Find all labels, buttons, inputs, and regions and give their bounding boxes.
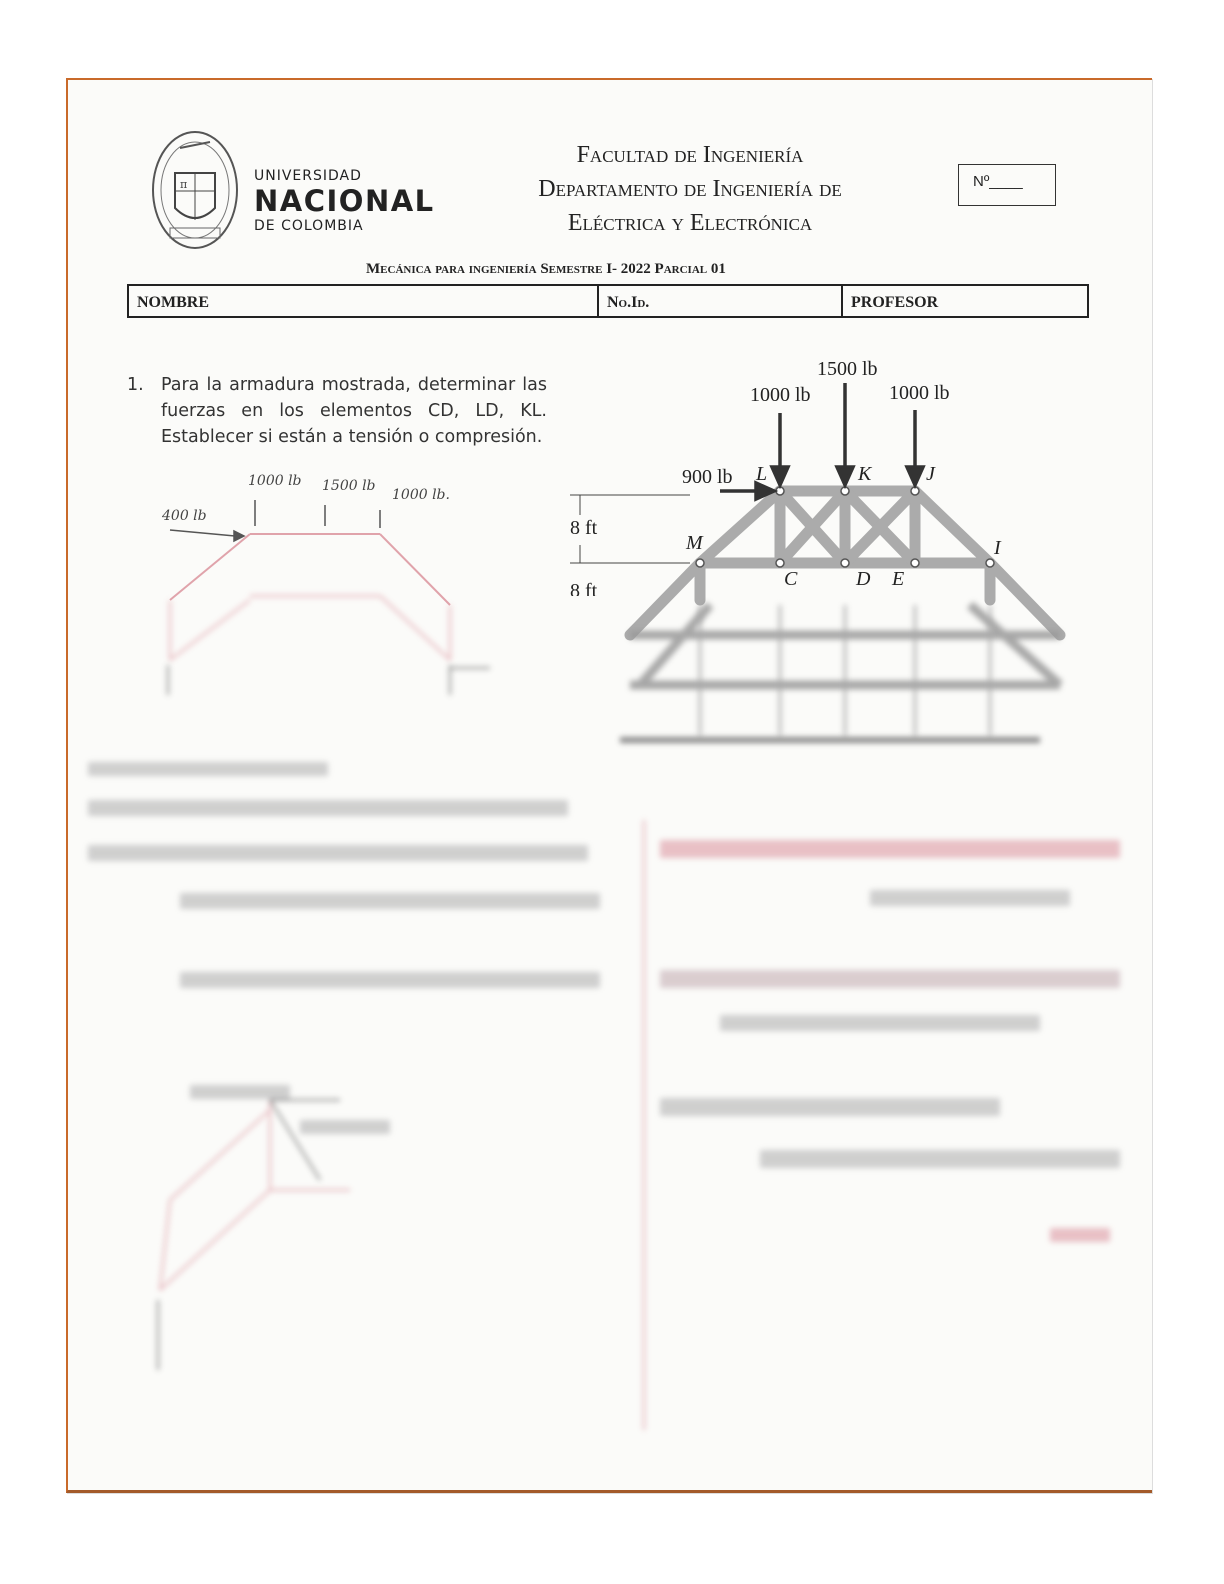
- svg-text:π: π: [180, 178, 188, 191]
- sketch-label-1000b: 1000 lb.: [392, 487, 450, 503]
- node-L-label: L: [756, 463, 768, 485]
- university-line1: UNIVERSIDAD: [254, 168, 362, 184]
- node-E-label: E: [892, 568, 905, 590]
- handwritten-sketch: [150, 490, 510, 750]
- sketch-label-1000a: 1000 lb: [248, 473, 302, 489]
- university-name: [254, 168, 435, 234]
- id-field[interactable]: No.Id.: [599, 286, 843, 316]
- dimension-upper-label: 8 ft: [570, 517, 598, 539]
- load-left-label: 1000 lb: [750, 384, 811, 406]
- question-text: Para la armadura mostrada, determinar las fuerzas en los elementos CD, LD, KL. Establecer si están a tensión o compresión.: [161, 375, 547, 447]
- sketch-label-400: 400 lb: [162, 508, 207, 524]
- professor-field[interactable]: PROFESOR: [851, 294, 939, 311]
- faculty-heading: [470, 138, 910, 240]
- faculty-line2: Departamento de Ingeniería de: [538, 176, 842, 202]
- question-1: [127, 372, 547, 450]
- load-horizontal-label: 900 lb: [682, 466, 733, 488]
- course-title: Mecánica para ingeniería Semestre I- 2022 Parcial 01: [366, 261, 726, 277]
- truss-diagram: [560, 355, 1100, 775]
- node-C-label: C: [784, 568, 798, 590]
- name-field[interactable]: NOMBRE: [129, 286, 599, 316]
- university-seal-icon: [150, 128, 240, 252]
- university-line2: NACIONAL: [254, 184, 435, 218]
- node-K-label: K: [858, 463, 872, 485]
- student-info-table: [127, 284, 1089, 318]
- node-I-label: I: [994, 537, 1001, 559]
- load-center-label: 1500 lb: [817, 358, 878, 380]
- node-J-label: J: [926, 463, 935, 485]
- university-line3: DE COLOMBIA: [254, 218, 364, 234]
- node-M-label: M: [686, 532, 703, 554]
- node-D-label: D: [856, 568, 871, 590]
- load-right-label: 1000 lb: [889, 382, 950, 404]
- sketch-label-1500: 1500 lb: [322, 478, 376, 494]
- question-number: 1.: [127, 375, 144, 395]
- dimension-lower-label: 8 ft: [570, 580, 598, 596]
- faculty-line1: Facultad de Ingeniería: [576, 142, 804, 168]
- number-box[interactable]: Nº____: [958, 164, 1056, 206]
- faculty-line3: Eléctrica y Electrónica: [567, 210, 813, 236]
